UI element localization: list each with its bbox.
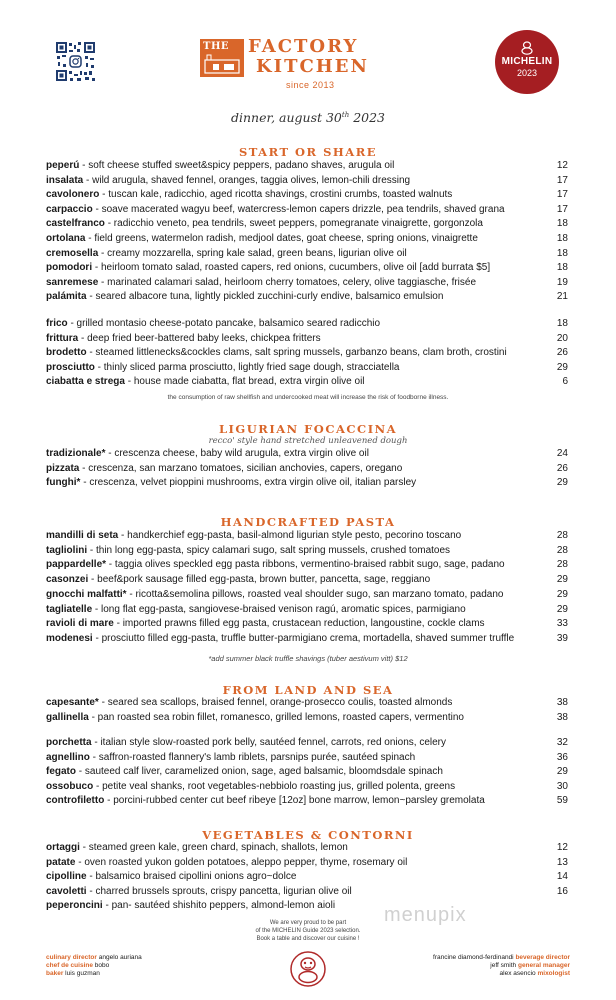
- menu-item-name: castelfranco: [46, 218, 105, 230]
- menu-item: [46, 317, 568, 331]
- menu-item-name: cipolline: [46, 871, 87, 883]
- menu-item: [46, 159, 568, 173]
- menu-item-name: prosciutto: [46, 361, 95, 373]
- menu-item-price: 12: [556, 842, 568, 853]
- menu-item: [46, 247, 568, 261]
- menu-item-description: - crescenza, san marzano tomatoes, sicilian anchovies, capers, oregano: [79, 462, 403, 474]
- section-title-vegetables: VEGETABLES & CONTORNI: [202, 828, 414, 842]
- staff-name: luis guzman: [63, 970, 100, 977]
- menu-item-description: - seared sea scallops, braised fennel, orange-prosecco coulis, toasted almonds: [98, 697, 453, 708]
- staff-role: general manager: [517, 962, 570, 969]
- menu-item-description: - imported prawns filled egg pasta, crustacean reduction, langoustine, cockle clams: [113, 618, 485, 630]
- menu-item-name: ortaggi: [46, 842, 80, 853]
- menu-item-price: 29: [556, 588, 568, 600]
- menu-item-description: - thinly sliced parma prosciutto, lightly fried sage dough, stracciatella: [94, 361, 400, 373]
- menu-item-name: brodetto: [46, 347, 87, 359]
- menu-item-text: [46, 447, 546, 461]
- menu-item-price: 33: [556, 618, 568, 630]
- menu-item-price: 29: [556, 361, 568, 373]
- menu-item-description: - marinated calamari salad, heirloom cherry tomatoes, celery, olive taggiasche, frisée: [98, 276, 477, 288]
- menu-item-name: pizzata: [46, 462, 80, 474]
- menu-item-name: porchetta: [46, 737, 92, 748]
- menu-item-text: [46, 696, 546, 710]
- menu-item-price: 18: [556, 262, 568, 274]
- menu-item-price: 18: [556, 233, 568, 244]
- menu-item-description: - handkerchief egg-pasta, basil-almond ligurian style pesto, pecorino toscano: [118, 530, 462, 541]
- menu-item: [46, 558, 568, 572]
- menu-item: [46, 261, 568, 275]
- menu-item-text: [46, 544, 546, 558]
- logo-since: since 2013: [286, 80, 335, 90]
- menu-item-description: - charred brussels sprouts, crispy pancetta, ligurian olive oil: [86, 885, 352, 897]
- menu-item-name: cavolonero: [46, 189, 100, 201]
- menu-item-text: [46, 332, 546, 346]
- menu-item-text: [46, 361, 546, 375]
- menu-item: [46, 462, 568, 476]
- menu-item-name: modenesi: [46, 632, 93, 644]
- menu-item: [46, 217, 568, 231]
- menu-item-description: - petite veal shanks, root vegetables-nebbiolo roasting jus, grilled polenta, greens: [93, 780, 456, 792]
- menu-item-text: [46, 856, 546, 870]
- menu-item-name: mandilli di seta: [46, 530, 119, 541]
- michelin-bibendum-icon: [289, 950, 327, 988]
- menu-item-text: [46, 573, 546, 587]
- menu-item-text: [46, 276, 546, 290]
- menu-item-name: frico: [46, 318, 68, 329]
- menu-item: [46, 174, 568, 188]
- menu-item-text: [46, 188, 546, 202]
- menu-item-price: 17: [556, 203, 568, 215]
- menu-item-name: ciabatta e stregа: [46, 376, 125, 388]
- menu-item-description: - thin long egg-pasta, spicy calamari sugo, salt spring mussels, crushed tomatoes: [87, 544, 451, 556]
- menu-item-description: - oven roasted yukon golden potatoes, aleppo pepper, thyme, rosemary oil: [75, 856, 408, 868]
- menu-item-text: [46, 346, 546, 360]
- menu-item-description: - field greens, watermelon radish, medjool dates, goat cheese, spring onions, vinaigrette: [85, 233, 478, 244]
- menu-item-price: 38: [556, 697, 568, 708]
- menu-item-price: 30: [556, 780, 568, 792]
- menu-item-price: 36: [556, 751, 568, 763]
- menu-item: [46, 346, 568, 360]
- menu-item-text: [46, 261, 546, 275]
- menu-item-price: 29: [556, 477, 568, 489]
- michelin-badge: [495, 30, 559, 94]
- menu-item-description: - creamy mozzarella, spring kale salad, green beans, ligurian olive oil: [98, 247, 407, 259]
- menu-item-description: - porcini-rubbed center cut beef ribeye [12oz] bone marrow, lemon~parsley gremolata: [104, 795, 485, 807]
- staff-credit: [433, 962, 570, 970]
- date-prefix: dinner, august 30: [230, 110, 342, 125]
- menu-item-price: 59: [556, 795, 568, 807]
- menu-item-description: - soave macerated wagyu beef, watercress-lemon capers drizzle, pea tendrils, shaved grana: [92, 203, 505, 215]
- menu-item-description: - pan- sautéed shishito peppers, almond-lemon aioli: [102, 900, 336, 912]
- date-sup: th: [341, 110, 350, 119]
- menu-item-name: cavoletti: [46, 885, 87, 897]
- staff-role: chef de cuisine: [46, 962, 93, 969]
- menu-item-price: 28: [556, 559, 568, 571]
- menu-item-name: casonzei: [46, 574, 89, 586]
- menu-item-price: 26: [556, 347, 568, 359]
- qr-code-icon[interactable]: [55, 41, 96, 82]
- menu-item-name: frittura: [46, 332, 79, 344]
- menu-item: [46, 588, 568, 602]
- menu-date: [0, 110, 616, 125]
- factory-building-icon: [204, 54, 240, 74]
- menu-item: [46, 780, 568, 794]
- section-subtitle-focaccina: recco' style hand stretched unleavened dough: [208, 436, 408, 446]
- proud-line-1: We are very proud to be part: [269, 920, 347, 926]
- staff-name: bobo: [92, 962, 110, 969]
- menu-item-description: - soft cheese stuffed sweet&spicy peppers, padano shaves, arugula oil: [79, 160, 395, 171]
- logo-word-factory: FACTORY: [248, 36, 359, 57]
- menu-item: [46, 573, 568, 587]
- menu-item-text: [46, 632, 546, 646]
- raw-food-note: the consumption of raw shellfish and undercooked meat will increase the risk of foodborne illness.: [167, 394, 449, 401]
- menu-item-price: 16: [556, 885, 568, 897]
- menu-item-text: [46, 159, 546, 173]
- menu-item: [46, 632, 568, 646]
- michelin-man-icon: [519, 41, 535, 55]
- menu-item-text: [46, 885, 546, 899]
- menu-item-description: - prosciutto filled egg-pasta, truffle butter-parmigiano crema, mortadella, shaved summer truffle: [92, 632, 515, 644]
- menu-item-price: 12: [556, 160, 568, 171]
- logo-the: THE: [203, 41, 230, 52]
- menu-item-text: [46, 588, 546, 602]
- menu-item-price: 29: [556, 574, 568, 586]
- menu-item-price: 19: [556, 276, 568, 288]
- menu-item-description: - steamed littlenecks&cockles clams, salt spring mussels, garbanzo beans, clam broth, crostini: [86, 347, 507, 359]
- menu-item-text: [46, 232, 546, 246]
- menu-item-description: - saffron-roasted flannery's lamb riblets, parsnips purée, sautéed spinach: [89, 751, 416, 763]
- menu-item-description: - taggia olives speckled egg pasta ribbons, vermentino-braised rabbit sugo, sage, padano: [106, 559, 505, 571]
- section-title-focaccina: LIGURIAN FOCACCINA: [218, 422, 398, 436]
- menu-item-price: 28: [556, 530, 568, 541]
- menu-item-description: - radicchio veneto, pea tendrils, sweet peppers, pomegranate vinaigrette, gorgonzola: [104, 218, 483, 230]
- menu-item-name: capesante*: [46, 697, 99, 708]
- menu-item-description: - heirloom tomato salad, roasted capers, red onions, cucumbers, olive oil [add burrata $5]: [92, 262, 491, 274]
- menu-item-name: ravioli di mare: [46, 618, 114, 630]
- menu-item-description: - pan roasted sea robin fillet, romanesco, grilled lemons, roasted capers, vermentino: [88, 711, 464, 723]
- menu-item: [46, 603, 568, 617]
- menu-item-description: - steamed green kale, green chard, spinach, shallots, lemon: [79, 842, 348, 853]
- restaurant-logo: [200, 36, 400, 96]
- menu-item-name: tagliolini: [46, 544, 88, 556]
- menu-item-text: [46, 375, 546, 389]
- menu-item-name: controfiletto: [46, 795, 105, 807]
- staff-credit: [433, 954, 570, 962]
- menu-item-description: - sauteed calf liver, caramelized onion, sage, aged balsamic, bloomdsdale spinach: [76, 766, 443, 778]
- menu-item: [46, 332, 568, 346]
- menu-item-price: 13: [556, 856, 568, 868]
- menu-item-price: 24: [556, 448, 568, 459]
- menu-item-price: 29: [556, 603, 568, 615]
- menu-item: [46, 794, 568, 808]
- menu-item-price: 38: [556, 711, 568, 723]
- menu-item-name: tagliatelle: [46, 603, 93, 615]
- menu-item-price: 21: [556, 291, 568, 303]
- menu-item-price: 32: [556, 737, 568, 748]
- menu-item: [46, 856, 568, 870]
- menu-item: [46, 276, 568, 290]
- menu-item-text: [46, 736, 546, 750]
- menu-item: [46, 476, 568, 490]
- menu-item: [46, 203, 568, 217]
- menu-item: [46, 696, 568, 710]
- menu-item-price: 39: [556, 632, 568, 644]
- proud-line-2: of the MICHELIN Guide 2023 selection.: [255, 928, 361, 934]
- menu-item: [46, 290, 568, 304]
- staff-role: baker: [46, 970, 64, 977]
- menu-item: [46, 870, 568, 884]
- menu-item: [46, 544, 568, 558]
- menu-item-name: sanremese: [46, 276, 99, 288]
- menu-item-text: [46, 290, 546, 304]
- menu-item: [46, 751, 568, 765]
- menu-item: [46, 711, 568, 725]
- menu-item-description: - crescenza, velvet pioppini mushrooms, extra virgin olive oil, italian parsley: [80, 477, 417, 489]
- menu-item-name: fegato: [46, 766, 76, 778]
- menu-item-name: agnellino: [46, 751, 90, 763]
- menu-item-price: 6: [562, 376, 568, 388]
- menu-item-text: [46, 794, 546, 808]
- menu-item-name: peperoncini: [46, 900, 103, 912]
- menu-item-description: - balsamico braised cipollini onions agro~dolce: [86, 871, 297, 883]
- menu-item-text: [46, 899, 546, 913]
- menu-item-price: 18: [556, 318, 568, 329]
- menupix-watermark: menupix: [384, 904, 467, 926]
- staff-role: beverage director: [515, 954, 570, 961]
- menu-item-price: 20: [556, 332, 568, 344]
- menu-item-name: insalata: [46, 174, 84, 186]
- staff-role: culinary director: [46, 954, 97, 961]
- menu-item-description: - grilled montasio cheese-potato pancake, balsamico seared radicchio: [67, 318, 381, 329]
- date-suffix: 2023: [349, 110, 386, 125]
- menu-item: [46, 361, 568, 375]
- logo-word-kitchen: KITCHEN: [256, 56, 369, 77]
- menu-item-text: [46, 751, 546, 765]
- michelin-year: 2023: [516, 68, 538, 78]
- menu-item: [46, 841, 568, 855]
- section-title-land-sea: FROM LAND AND SEA: [222, 683, 394, 697]
- menu-item-name: peperú: [46, 160, 80, 171]
- menu-item-text: [46, 476, 546, 490]
- menu-item-price: 14: [556, 871, 568, 883]
- menu-item: [46, 765, 568, 779]
- menu-item-name: palámita: [46, 291, 87, 303]
- menu-item-name: gallinella: [46, 711, 89, 723]
- staff-credit: [46, 970, 142, 978]
- menu-item: [46, 617, 568, 631]
- menu-item: [46, 899, 568, 913]
- staff-credit: [46, 962, 142, 970]
- menu-item-text: [46, 217, 546, 231]
- menu-item-description: - beef&pork sausage filled egg-pasta, brown butter, pancetta, sage, reggiano: [88, 574, 431, 586]
- menu-item-price: 26: [556, 462, 568, 474]
- menu-item: [46, 885, 568, 899]
- staff-name: alex asencio: [499, 970, 538, 977]
- menu-item-text: [46, 870, 546, 884]
- staff-credits-right: [433, 954, 570, 978]
- staff-credit: [433, 970, 570, 978]
- michelin-proud-note: [0, 919, 616, 943]
- menu-item-description: - tuscan kale, radicchio, aged ricotta shavings, crostini crumbs, toasted walnuts: [99, 189, 453, 201]
- menu-item: [46, 375, 568, 389]
- michelin-label: MICHELIN: [501, 56, 553, 67]
- menu-item-price: 28: [556, 544, 568, 556]
- menu-item-text: [46, 603, 546, 617]
- staff-name: francine diamond-ferdinandi: [433, 954, 516, 961]
- menu-item-description: - wild arugula, shaved fennel, oranges, taggia olives, lemon-chili dressing: [83, 174, 411, 186]
- menu-item-description: - deep fried beer-battered baby leeks, chickpea fritters: [78, 332, 321, 344]
- menu-item-text: [46, 841, 546, 855]
- menu-item-text: [46, 203, 546, 217]
- truffle-note: *add summer black truffle shavings (tuber aestivum vitt) $12: [208, 654, 408, 663]
- staff-credit: [46, 954, 142, 962]
- menu-item-description: - seared albacore tuna, lightly pickled zucchini-curly endive, balsamico emulsion: [86, 291, 444, 303]
- menu-item-name: gnocchi malfatti*: [46, 588, 127, 600]
- menu-item-text: [46, 558, 546, 572]
- staff-credits-left: [46, 954, 142, 978]
- menu-item-name: funghi*: [46, 477, 81, 489]
- menu-item-text: [46, 711, 546, 725]
- menu-item-name: patate: [46, 856, 76, 868]
- menu-item-text: [46, 765, 546, 779]
- menu-item-text: [46, 247, 546, 261]
- menu-item-text: [46, 617, 546, 631]
- menu-item-price: 18: [556, 247, 568, 259]
- menu-item: [46, 736, 568, 750]
- menu-item-price: 17: [556, 189, 568, 201]
- menu-item-name: pomodori: [46, 262, 93, 274]
- menu-item-description: - long flat egg-pasta, sangiovese-braised venison ragú, aromatic spices, parmigiano: [92, 603, 466, 615]
- section-title-pasta: HANDCRAFTED PASTA: [220, 515, 396, 529]
- staff-role: mixologist: [537, 970, 570, 977]
- logo-factory-icon: [200, 39, 244, 77]
- menu-item-description: - italian style slow-roasted pork belly, sautéed fennel, carrots, red onions, celery: [91, 737, 446, 748]
- menu-item-name: ossobuco: [46, 780, 94, 792]
- menu-item-name: tradizionale*: [46, 448, 106, 459]
- menu-item-text: [46, 317, 546, 331]
- menu-item: [46, 447, 568, 461]
- menu-item-name: pappardelle*: [46, 559, 107, 571]
- menu-item-name: carpaccio: [46, 203, 93, 215]
- section-title-start: START OR SHARE: [238, 145, 378, 159]
- menu-item-price: 17: [556, 174, 568, 186]
- menu-item-description: - crescenza cheese, baby wild arugula, extra virgin olive oil: [105, 448, 369, 459]
- menu-item-price: 18: [556, 218, 568, 230]
- menu-item-description: - house made ciabatta, flat bread, extra virgin olive oil: [124, 376, 365, 388]
- menu-item-text: [46, 462, 546, 476]
- menu-item-text: [46, 174, 546, 188]
- menu-item-text: [46, 780, 546, 794]
- proud-line-3: Book a table and discover our cuisine !: [256, 936, 360, 942]
- menu-item-text: [46, 529, 546, 543]
- menu-item-name: ortolana: [46, 233, 86, 244]
- menu-item-name: cremosella: [46, 247, 99, 259]
- menu-item: [46, 188, 568, 202]
- menu-item: [46, 232, 568, 246]
- menu-item-price: 29: [556, 766, 568, 778]
- staff-name: angelo auriana: [96, 954, 142, 961]
- menu-item: [46, 529, 568, 543]
- menu-item-description: - ricotta&semolina pillows, roasted veal shoulder sugo, san marzano tomato, padano: [126, 588, 504, 600]
- staff-name: jeff smith: [490, 962, 518, 969]
